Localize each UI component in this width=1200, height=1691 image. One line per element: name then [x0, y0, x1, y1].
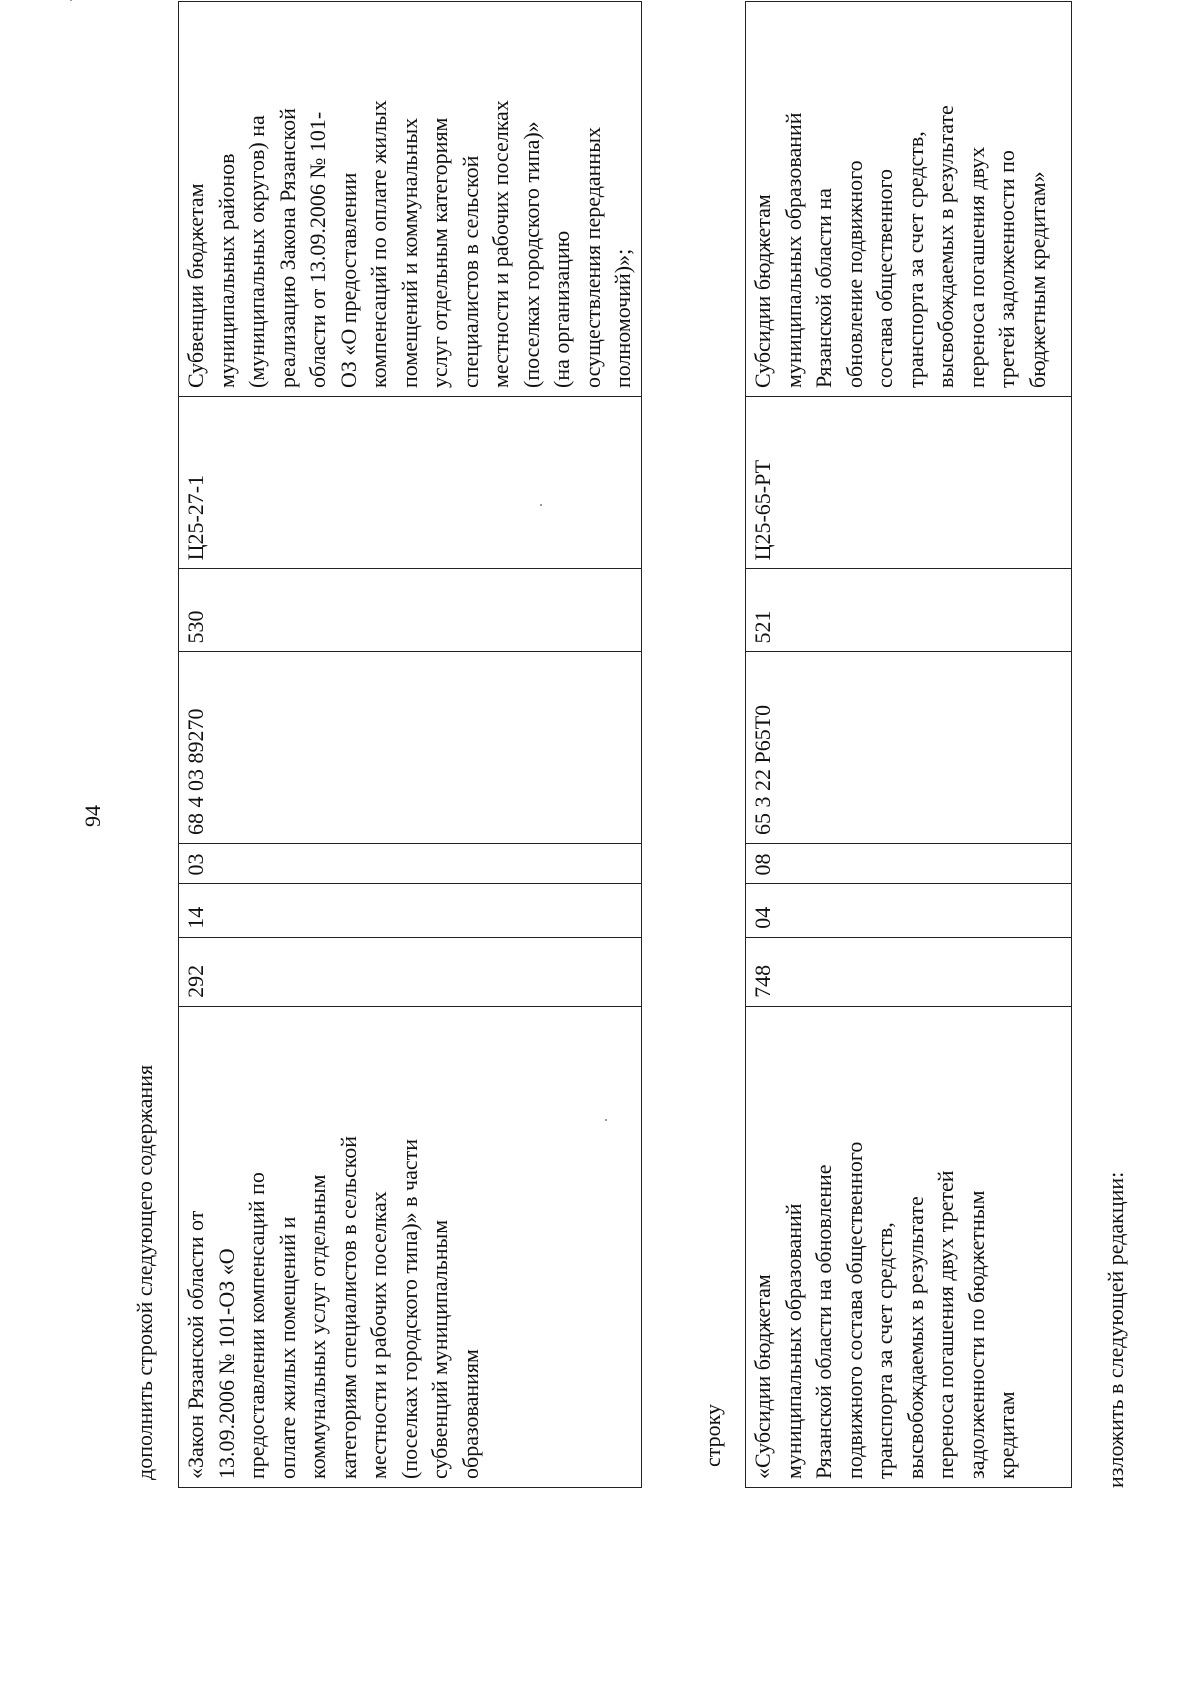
cell-csr: 68 4 03 89270 [179, 652, 642, 844]
cell-description: Субвенции бюджетам муниципальных районов (муниципальных округов) на реализацию Закона Рязанской области от 13.09.2006 № 101- ОЗ «О предоставлении компенсаций по оплате жилых помещений и коммунальных услуг отдельным категориям специалистов в сельской местности и рабочих поселках (поселках городского типа)» (на организацию осуществления переданных полномочий)»; [179, 2, 642, 397]
cell-vr: 530 [179, 569, 642, 652]
intro-text: дополнить строкой следующего содержания [132, 1064, 157, 1480]
scan-speck [605, 1119, 607, 1121]
table-addition [178, 1, 642, 1488]
cell-gr: 748 [746, 937, 1072, 1006]
cell-code: Ц25-65-РТ [746, 396, 1072, 568]
cell-name: «Субсидии бюджетам муниципальных образований Рязанской области на обновление подвижного состава общественного транспорта за счет средств, высвобождаемых в результате переноса погашения двух третей задолженности по бюджетным кредитам [746, 1006, 1072, 1487]
scan-speck [70, 0, 72, 1]
stroku-text: строку [700, 1403, 725, 1467]
cell-pr: 03 [179, 844, 642, 884]
page-number: 94 [80, 805, 105, 827]
outro-text: изложить в следующей редакции: [1103, 1171, 1128, 1488]
scan-speck [540, 504, 542, 506]
cell-csr: 65 3 22 Р65Т0 [746, 652, 1072, 844]
cell-vr: 521 [746, 569, 1072, 652]
cell-description: Субсидии бюджетам муниципальных образований Рязанской области на обновление подвижного состава общественного транспорта за счет средств, высвобождаемых в результате переноса погашения двух третей задолженности по бюджетным кредитам» [746, 2, 1072, 397]
cell-pr: 08 [746, 844, 1072, 884]
cell-gr: 292 [179, 937, 642, 1006]
table-row [179, 2, 642, 1488]
cell-rz: 04 [746, 884, 1072, 937]
cell-rz: 14 [179, 884, 642, 937]
table-line [745, 1, 1072, 1488]
cell-code: Ц25-27-1 [179, 396, 642, 568]
table-row [746, 2, 1072, 1488]
cell-name: «Закон Рязанской области от 13.09.2006 № 101-ОЗ «О предоставлении компенсаций по оплате жилых помещений и коммунальных услуг отдельным категориям специалистов в сельской местности и рабочих поселках (поселках городского типа)» в части субвенций муниципальным образованиям [179, 1006, 642, 1487]
